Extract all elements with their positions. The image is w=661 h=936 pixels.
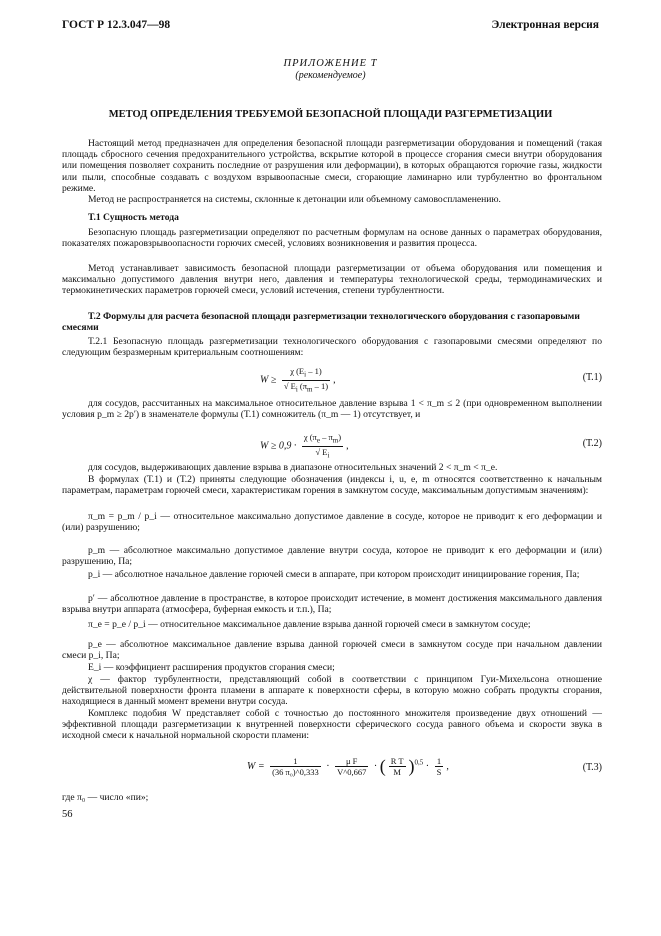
formula-t2-left: W ≥ 0,9 · — [260, 440, 297, 452]
section-2-paragraph-3: для сосудов, выдерживающих давление взрыва в диапазоне относительных значений 2 < π_m < π_e. — [88, 462, 498, 473]
footer-note: где π₀ — число «пи»; — [62, 792, 149, 803]
intro-paragraph-1: Настоящий метод предназначен для определения безопасной площади разгерметизации оборудования и помещений (такая площадь сбросного сечения предохранительного устройства, вскрытие которой в процессе сгорания смеси внутри оборудования или помещения позволяет сохранить последние от разрушения или деформации), в которых обращаются горючие газы, жидкости или пыли, способные создавать с воздухом взрывоопасные смеси, сгорающие ламинарно или турбулентно во фронтальном режиме. — [62, 138, 602, 194]
formula-t2-number: (Т.2) — [582, 438, 602, 449]
formula-t3-left: W = — [247, 760, 265, 772]
version-label: Электронная версия — [491, 19, 599, 31]
formula-t1-fraction: $\frac{\chi (E_i - 1)}{√ E_i (\pi_m - 1)}$ — [283, 366, 329, 394]
definition-e-i: E_i — коэффициент расширения продуктов сгорания смеси; — [88, 662, 335, 673]
section-2-paragraph-4: В формулах (Т.1) и (Т.2) приняты следующие обозначения (индексы i, u, e, m относятся соответственно к начальным параметрам, параметрам горючей смеси, характеристикам горения в замкнутом сосуде, максимальным допустимым значениям): — [62, 474, 602, 497]
section-2-heading: Т.2 Формулы для расчета безопасной площади разгерметизации технологического оборудования с газопаровыми смесями — [62, 311, 580, 333]
standard-code: ГОСТ Р 12.3.047—98 — [62, 19, 171, 31]
page-number: 56 — [62, 809, 73, 820]
formula-t1-left: W ≥ — [260, 374, 277, 386]
appendix-title: ПРИЛОЖЕНИЕ Т — [283, 58, 378, 69]
formula-t3-number: (Т.3) — [582, 762, 602, 773]
definition-w: Комплекс подобия W представляет собой с точностью до постоянного множителя произведение двух отношений — эффективной площади разгерметизации к внутренней поверхности сферического сосуда равного объема и скорости звука в исходной смеси к начальной нормальной скорости пламени: — [62, 708, 602, 742]
intro-paragraph-2: Метод не распространяется на системы, склонные к детонации или объемному самовоспламенению. — [88, 194, 501, 205]
formula-t2-fraction: $\frac{\chi (\pi_e - \pi_m)}{√ E_i}$ — [303, 432, 342, 460]
definition-pi-e: π_e = p_e / p_i — относительное максимальное давление взрыва данной горючей смеси в замкнутом сосуде; — [88, 619, 531, 630]
definition-p-prime: p′ — абсолютное давление в пространстве, в которое происходит истечение, в момент достижения максимального давления взрыва внутри аппарата (атмосфера, буферная емкость и т.п.), Па; — [62, 593, 602, 616]
section-2-paragraph-1: Т.2.1 Безопасную площадь разгерметизации технологического оборудования с газопаровыми смесями определяют по следующим безразмерным критериальным соотношениям: — [62, 336, 602, 359]
section-2-paragraph-2: для сосудов, рассчитанных на максимальное относительное давление взрыва 1 < π_m ≤ 2 (при одновременном выполнении условия p_m ≥ 2p′) в знаменателе формулы (Т.1) сомножитель (π_m — 1) отсутствует, и — [62, 398, 602, 421]
definition-p-e: p_e — абсолютное максимальное давление взрыва данной горючей смеси в замкнутом сосуде при начальном давлении смеси p_i, Па; — [62, 639, 602, 662]
formula-t1: W ≥ $\frac{\chi (E_i - 1)}{√ E_i (\pi_m - 1)}$ , (Т.1) — [260, 366, 602, 394]
appendix-subtitle: (рекомендуемое) — [295, 70, 366, 81]
section-1-paragraph-2: Метод устанавливает зависимость безопасной площади разгерметизации от объема оборудования или помещения и максимально допустимого давления внутри него, давления и температуры технологической среды, термодинамических и термокинетических параметров горючей смеси, условий истечения, степени турбулентности. — [62, 263, 602, 297]
formula-t3: W = $\frac{1}{\text{(36 π₀)\textasciicircum{}0,333}}$ · $\frac{\text{μ F}}{V\^{}0,667}$ · ( $\frac{\text{R T}}{M}$ )$^{0,5}$ · $\frac{1}{S}$ , (Т.3) — [247, 756, 602, 777]
formula-t2: W ≥ 0,9 · $\frac{\chi (\pi_e - \pi_m)}{√ E_i}$ , (Т.2) — [260, 432, 602, 460]
definition-pi-m: π_m = p_m / p_i — относительное максимально допустимое давление в сосуде, которое не приводит к его деформации и (или) разрушению; — [62, 511, 602, 534]
section-1-paragraph-1: Безопасную площадь разгерметизации определяют по расчетным формулам на основе данных о параметрах оборудования, показателях пожаровзрывоопасности горючих смесей, условиях возникновения и развития процесса. — [62, 227, 602, 250]
definition-chi: χ — фактор турбулентности, представляющий собой в соответствии с принципом Гуи-Михельсона отношение действительной поверхности фронта пламени в аппарате к поверхности сферы, в которую можно собрать продукты сгорания, находящиеся в данный момент времени внутри сосуда. — [62, 674, 602, 708]
formula-t1-number: (Т.1) — [582, 372, 602, 383]
section-1-heading: Т.1 Сущность метода — [88, 212, 179, 223]
definition-p-i: p_i — абсолютное начальное давление горючей смеси в аппарате, при котором происходит инициирование горения, Па; — [88, 569, 580, 580]
page-title: МЕТОД ОПРЕДЕЛЕНИЯ ТРЕБУЕМОЙ БЕЗОПАСНОЙ ПЛОЩАДИ РАЗГЕРМЕТИЗАЦИИ — [108, 109, 553, 120]
definition-p-m: p_m — абсолютное максимально допустимое давление внутри сосуда, которое не приводит к его деформации и (или) разрушению, Па; — [62, 545, 602, 568]
